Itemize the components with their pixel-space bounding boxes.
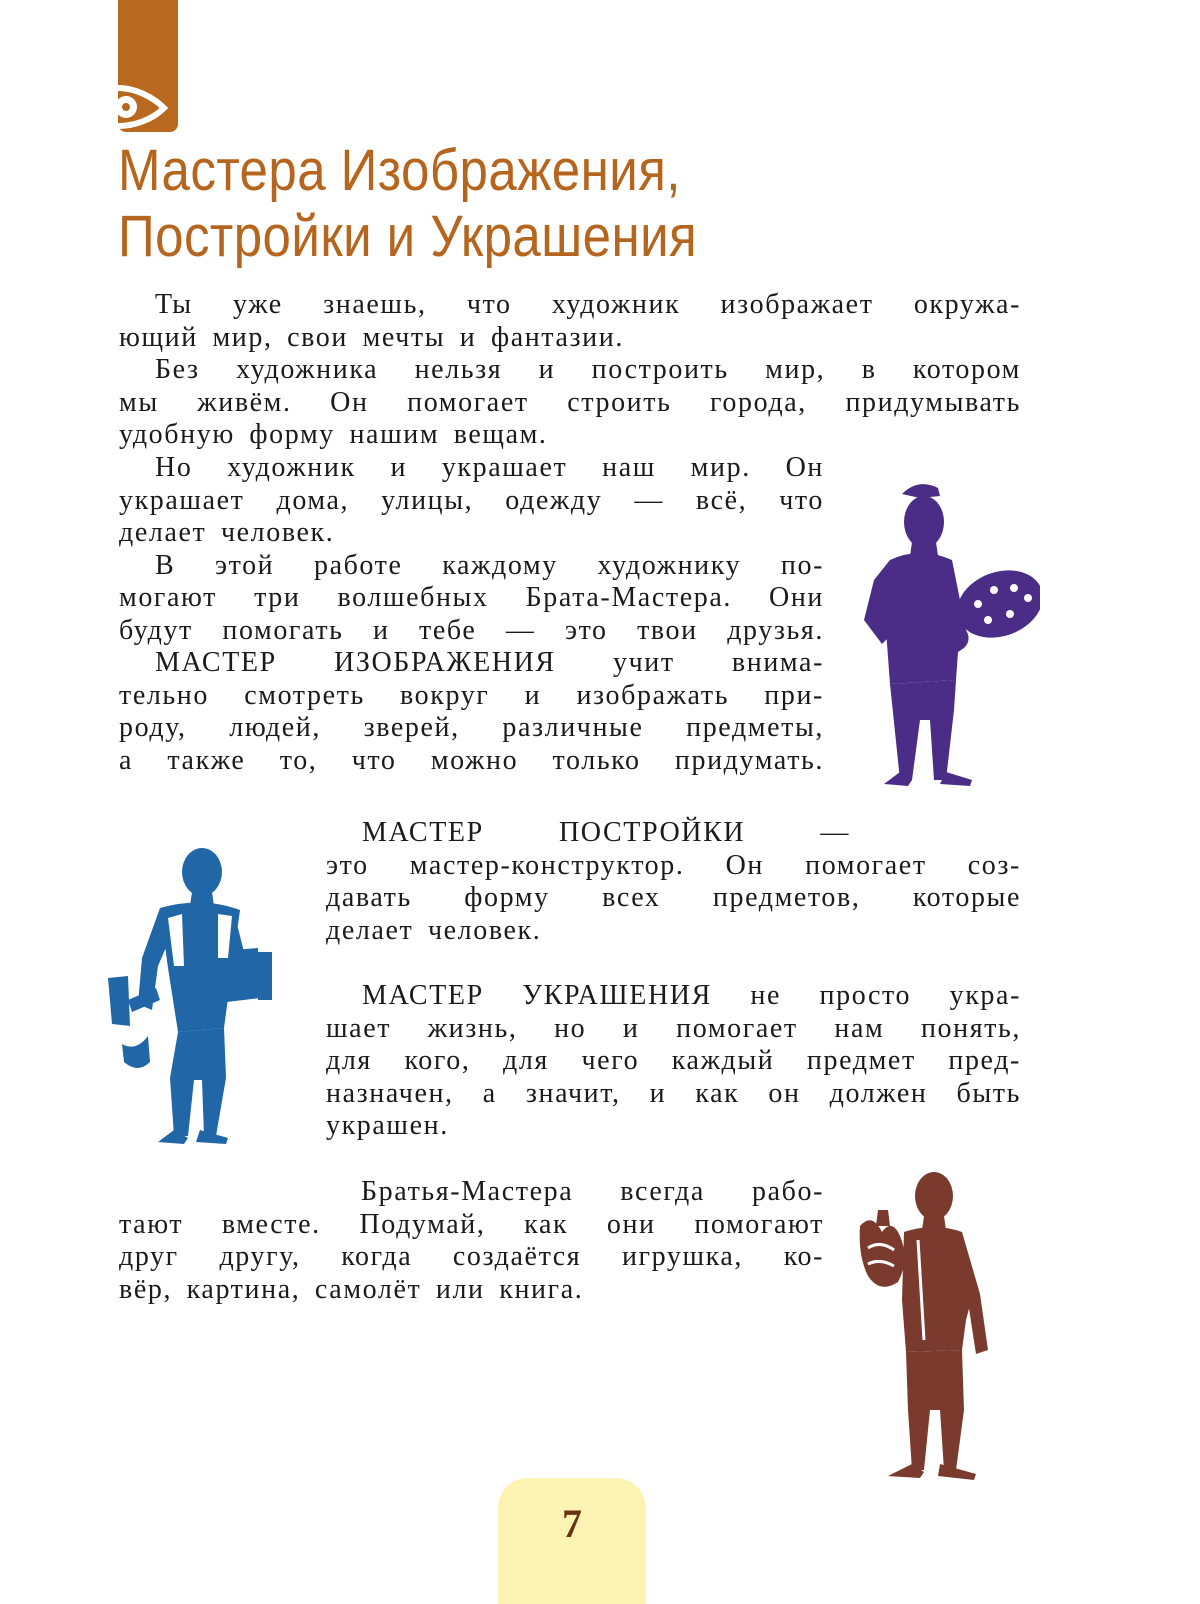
page-number-badge <box>498 1478 646 1604</box>
text-line: вёр, картина, самолёт или книга. <box>119 1273 584 1305</box>
text-line: мы живём. Он помогает строить города, придумывать <box>119 386 1021 418</box>
text-line: а также то, что можно только придумать. <box>119 744 824 776</box>
text-line: украшен. <box>326 1110 449 1141</box>
paragraph-decorator <box>326 980 1021 1143</box>
master-of-construction-figure <box>108 848 290 1150</box>
title-line-1: Мастера Изображения, <box>118 138 681 203</box>
title-line-2: Постройки и Украшения <box>118 204 698 269</box>
text-line: делает человек. <box>326 914 542 946</box>
text-line: роду, людей, зверей, различные предметы, <box>119 712 824 743</box>
text-line: удобную форму нашим вещам. <box>119 419 548 450</box>
text-line: друг другу, когда создаётся игрушка, ко- <box>119 1241 824 1272</box>
master-of-decoration-figure <box>858 1170 1010 1482</box>
text-line: МАСТЕР ПОСТРОЙКИ — <box>362 817 850 848</box>
text-line: Без художника нельзя и построить мир, в котором <box>155 354 1021 385</box>
text-line: МАСТЕР УКРАШЕНИЯ не просто укра- <box>362 980 1021 1011</box>
text-line: МАСТЕР ИЗОБРАЖЕНИЯ учит внима- <box>155 647 824 678</box>
text-line: шает жизнь, но и помогает нам понять, <box>326 1012 1021 1044</box>
text-line: украшает дома, улицы, одежду — всё, что <box>119 484 824 516</box>
text-line: делает человек. <box>119 517 335 548</box>
text-line: это мастер-конструктор. Он помогает соз- <box>326 849 1021 881</box>
text-line: Братья-Мастера всегда рабо- <box>361 1176 824 1207</box>
text-line: назначен, а значит, и как он должен быть <box>326 1077 1021 1109</box>
eye-icon <box>118 84 178 130</box>
paragraph-painter <box>119 452 824 777</box>
text-line: для кого, для чего каждый предмет пред- <box>326 1045 1021 1076</box>
text-line: Но художник и украшает наш мир. Он <box>155 452 824 483</box>
paragraph-brothers <box>119 1176 824 1306</box>
section-tab <box>118 0 178 132</box>
text-line: будут помогать и тебе — это твои друзья. <box>119 614 824 646</box>
paragraph-builder <box>326 817 1021 947</box>
text-line: тают вместе. Подумай, как они помогают <box>119 1208 824 1240</box>
text-line: тельно смотреть вокруг и изображать при- <box>119 679 824 711</box>
text-line: могают три волшебных Брата-Мастера. Они <box>119 582 824 613</box>
page-title <box>118 138 918 270</box>
master-of-image-figure <box>860 480 1040 790</box>
text-line: ющий мир, свои мечты и фантазии. <box>119 321 624 353</box>
text-line: Ты уже знаешь, что художник изображает окружа- <box>155 289 1021 320</box>
text-line: В этой работе каждому художнику по- <box>155 549 824 581</box>
page-number: 7 <box>562 1501 582 1546</box>
paragraph-intro <box>119 289 1021 452</box>
text-line: давать форму всех предметов, которые <box>326 882 1021 913</box>
